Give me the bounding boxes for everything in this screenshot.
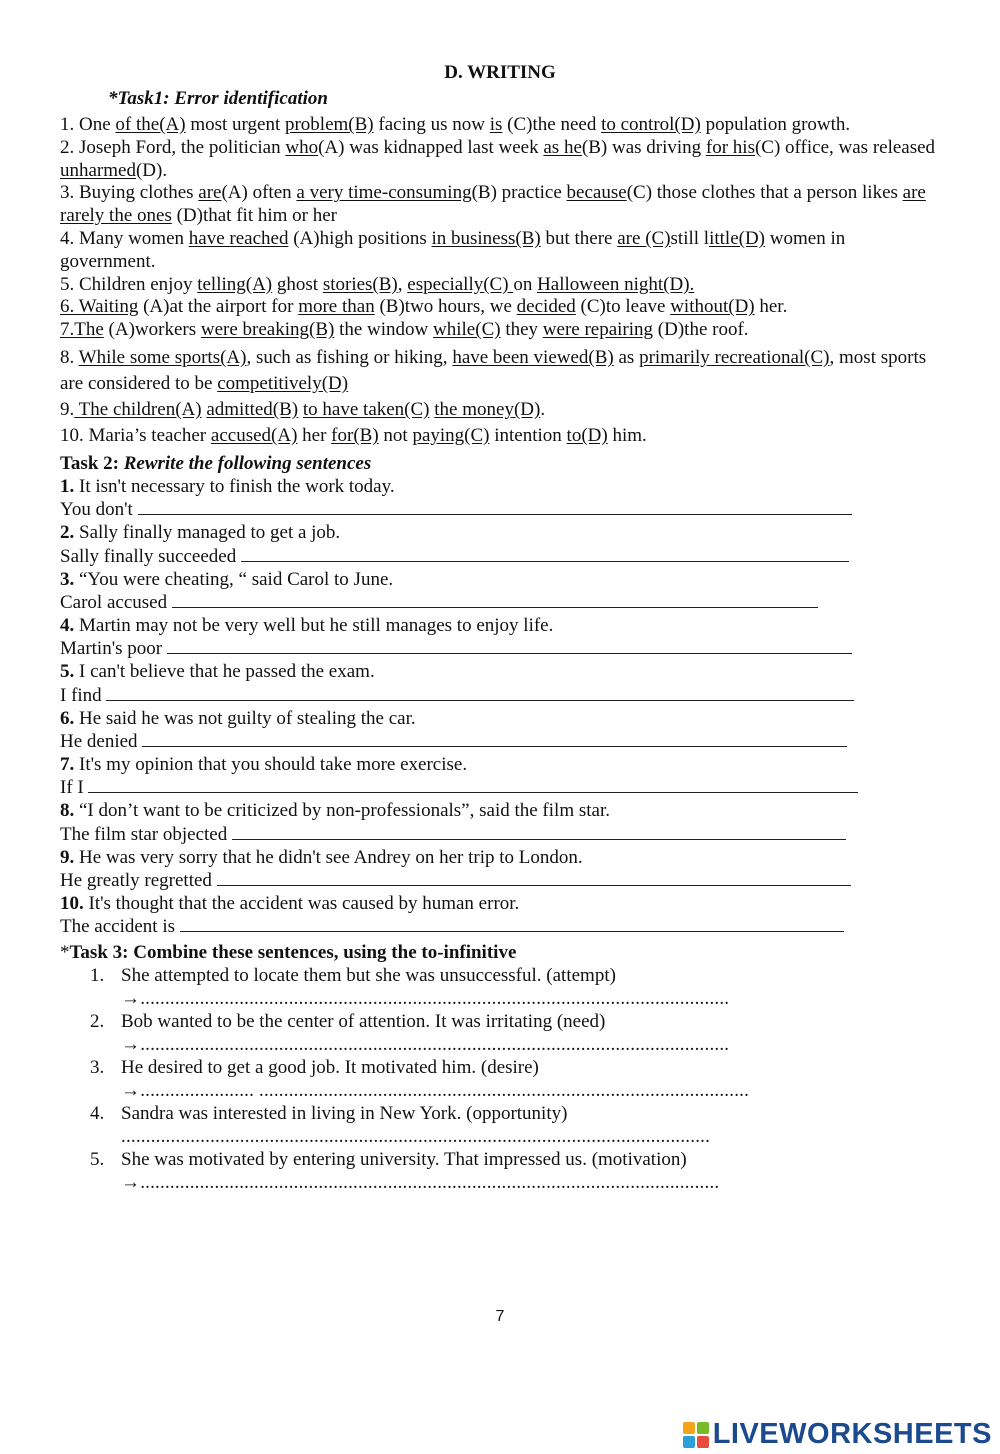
task2-title bbox=[60, 452, 940, 475]
task1-item: 6. Waiting (A)at the airport for more than (B)two hours, we decided (C)to leave without(D) her. bbox=[60, 296, 788, 318]
task2-prompt: The accident is bbox=[60, 916, 180, 938]
task3-text: She attempted to locate them but she was unsuccessful. (attempt) bbox=[121, 965, 616, 986]
task2-sentence: It isn't necessary to finish the work today. bbox=[74, 476, 395, 498]
task2-answer-line bbox=[60, 591, 940, 614]
answer-blank[interactable] bbox=[241, 546, 849, 562]
task3-number: 1. bbox=[90, 965, 105, 986]
task2-number: 7. bbox=[60, 754, 75, 776]
task2-prompt: He denied bbox=[60, 730, 143, 752]
task2-question bbox=[60, 753, 940, 776]
task3-item bbox=[60, 1102, 940, 1125]
task3-number: 2. bbox=[90, 1011, 105, 1032]
task3-number: 4. bbox=[90, 1103, 105, 1124]
task2-question bbox=[60, 521, 940, 544]
task3-answer-line[interactable]: →..................................................................................................................... bbox=[121, 1172, 720, 1193]
task2-number: 1. bbox=[60, 476, 75, 498]
task2-sentence: “I don’t want to be criticized by non-professionals”, said the film star. bbox=[74, 800, 610, 822]
task3-item bbox=[60, 1056, 940, 1079]
task2-question bbox=[60, 568, 940, 591]
task2-sentence: It's my opinion that you should take more exercise. bbox=[74, 754, 468, 776]
answer-blank[interactable] bbox=[232, 824, 846, 840]
task1-item: 4. Many women have reached (A)high positions in business(B) but there are (C)still little(D) women in government. bbox=[60, 227, 846, 272]
task2-prompt: The film star objected bbox=[60, 823, 232, 845]
task3-title-text: Task 3: Combine these sentences, using the to-infinitive bbox=[69, 942, 517, 963]
task1-item: 3. Buying clothes are(A) often a very time-consuming(B) practice because(C) those clothes that a person likes are rarely the ones (D)that fit him or her bbox=[60, 182, 926, 227]
task3-answer-line[interactable]: →....................................................................................................................... bbox=[121, 988, 730, 1009]
task2-answer-line bbox=[60, 498, 940, 521]
answer-blank[interactable] bbox=[106, 685, 854, 701]
task3-text: He desired to get a good job. It motivated him. (desire) bbox=[121, 1057, 539, 1078]
answer-blank[interactable] bbox=[217, 870, 851, 886]
task1-item: 7.The (A)workers were breaking(B) the window while(C) they were repairing (D)the roof. bbox=[60, 319, 749, 341]
task2-number: 6. bbox=[60, 707, 75, 729]
answer-blank[interactable] bbox=[180, 916, 844, 932]
task2-answer-line bbox=[60, 823, 940, 846]
task2-answer-line bbox=[60, 545, 940, 568]
task3-answer-line[interactable]: →....................................................................................................................... bbox=[121, 1034, 730, 1055]
task2-prompt: Sally finally succeeded bbox=[60, 545, 241, 567]
task1-title: *Task1: Error identification bbox=[108, 88, 328, 109]
task2-prompt: You don't bbox=[60, 499, 138, 521]
task2-number: 2. bbox=[60, 522, 75, 544]
task2-sentence: Martin may not be very well but he still manages to enjoy life. bbox=[74, 615, 554, 637]
task1-item: 2. Joseph Ford, the politician who(A) was kidnapped last week as he(B) was driving for his(C) office, was released unharmed(D). bbox=[60, 136, 936, 181]
task2-prompt: Martin's poor bbox=[60, 638, 167, 660]
liveworksheets-brand bbox=[683, 1418, 992, 1451]
answer-blank[interactable] bbox=[167, 638, 852, 654]
task3-answer-line[interactable]: →....................... ................................................................................................... bbox=[121, 1080, 750, 1101]
task3-number: 3. bbox=[90, 1057, 105, 1078]
task2-number: 10. bbox=[60, 892, 84, 914]
task3-item bbox=[60, 1148, 940, 1171]
task3-section bbox=[60, 941, 940, 1194]
task1-item: 8. While some sports(A), such as fishing or hiking, have been viewed(B) as primarily recreational(C), most sports are considered to be competitively(D) bbox=[60, 346, 927, 394]
liveworksheets-logo-icon bbox=[683, 1422, 709, 1448]
task2-sentence: “You were cheating, “ said Carol to June. bbox=[74, 568, 394, 590]
task2-prompt: He greatly regretted bbox=[60, 869, 217, 891]
task2-question bbox=[60, 799, 940, 822]
task2-prompt: Carol accused bbox=[60, 591, 172, 613]
task3-title bbox=[60, 941, 940, 964]
task2-sentence: I can't believe that he passed the exam. bbox=[74, 661, 375, 683]
task2-section bbox=[60, 452, 940, 938]
task2-answer-line bbox=[60, 915, 940, 938]
task2-question bbox=[60, 614, 940, 637]
task1-item: 5. Children enjoy telling(A) ghost stories(B), especially(C) on Halloween night(D). bbox=[60, 273, 695, 295]
task3-text: Bob wanted to be the center of attention. It was irritating (need) bbox=[121, 1011, 606, 1032]
task2-prompt: If I bbox=[60, 777, 89, 799]
answer-blank[interactable] bbox=[138, 499, 852, 515]
task3-star: * bbox=[60, 942, 70, 963]
task3-text: Sandra was interested in living in New York. (opportunity) bbox=[121, 1103, 568, 1124]
task2-answer-line bbox=[60, 730, 940, 753]
task2-number: 5. bbox=[60, 661, 75, 683]
task3-answer-line[interactable]: ....................................................................................................................... bbox=[121, 1126, 711, 1147]
task2-answer-line bbox=[60, 869, 940, 892]
section-title: D. WRITING bbox=[444, 62, 556, 83]
task2-sentence: He was very sorry that he didn't see Andrey on her trip to London. bbox=[74, 846, 583, 868]
task2-prompt: I find bbox=[60, 684, 107, 706]
task2-question bbox=[60, 892, 940, 915]
task2-question bbox=[60, 660, 940, 683]
answer-blank[interactable] bbox=[172, 592, 818, 608]
brand-text: LIVEWORKSHEETS bbox=[712, 1418, 992, 1450]
task2-question bbox=[60, 846, 940, 869]
task2-number: 8. bbox=[60, 800, 75, 822]
task2-title-text: Rewrite the following sentences bbox=[123, 453, 372, 474]
task1-item: 10. Maria’s teacher accused(A) her for(B) not paying(C) intention to(D) him. bbox=[60, 424, 647, 446]
task1-item: 9. The children(A) admitted(B) to have taken(C) the money(D). bbox=[60, 398, 546, 420]
answer-blank[interactable] bbox=[142, 731, 847, 747]
task3-text: She was motivated by entering university. That impressed us. (motivation) bbox=[121, 1149, 687, 1170]
task2-number: 3. bbox=[60, 568, 75, 590]
task2-sentence: It's thought that the accident was caused by human error. bbox=[83, 892, 520, 914]
task2-answer-line bbox=[60, 684, 940, 707]
task1-list bbox=[60, 114, 940, 449]
task2-question bbox=[60, 707, 940, 730]
task2-question bbox=[60, 475, 940, 498]
task1-item: 1. One of the(A) most urgent problem(B) facing us now is (C)the need to control(D) population growth. bbox=[60, 114, 851, 135]
task2-number: 4. bbox=[60, 615, 75, 637]
task3-item bbox=[60, 964, 940, 987]
task2-sentence: Sally finally managed to get a job. bbox=[74, 522, 341, 544]
task2-number: 9. bbox=[60, 846, 75, 868]
task3-item bbox=[60, 1010, 940, 1033]
page-number: 7 bbox=[495, 1308, 505, 1325]
task3-number: 5. bbox=[90, 1149, 105, 1170]
task2-answer-line bbox=[60, 637, 940, 660]
answer-blank[interactable] bbox=[88, 777, 858, 793]
task2-answer-line bbox=[60, 776, 940, 799]
task2-sentence: He said he was not guilty of stealing the car. bbox=[74, 707, 416, 729]
task2-title-label: Task 2: bbox=[60, 453, 124, 474]
